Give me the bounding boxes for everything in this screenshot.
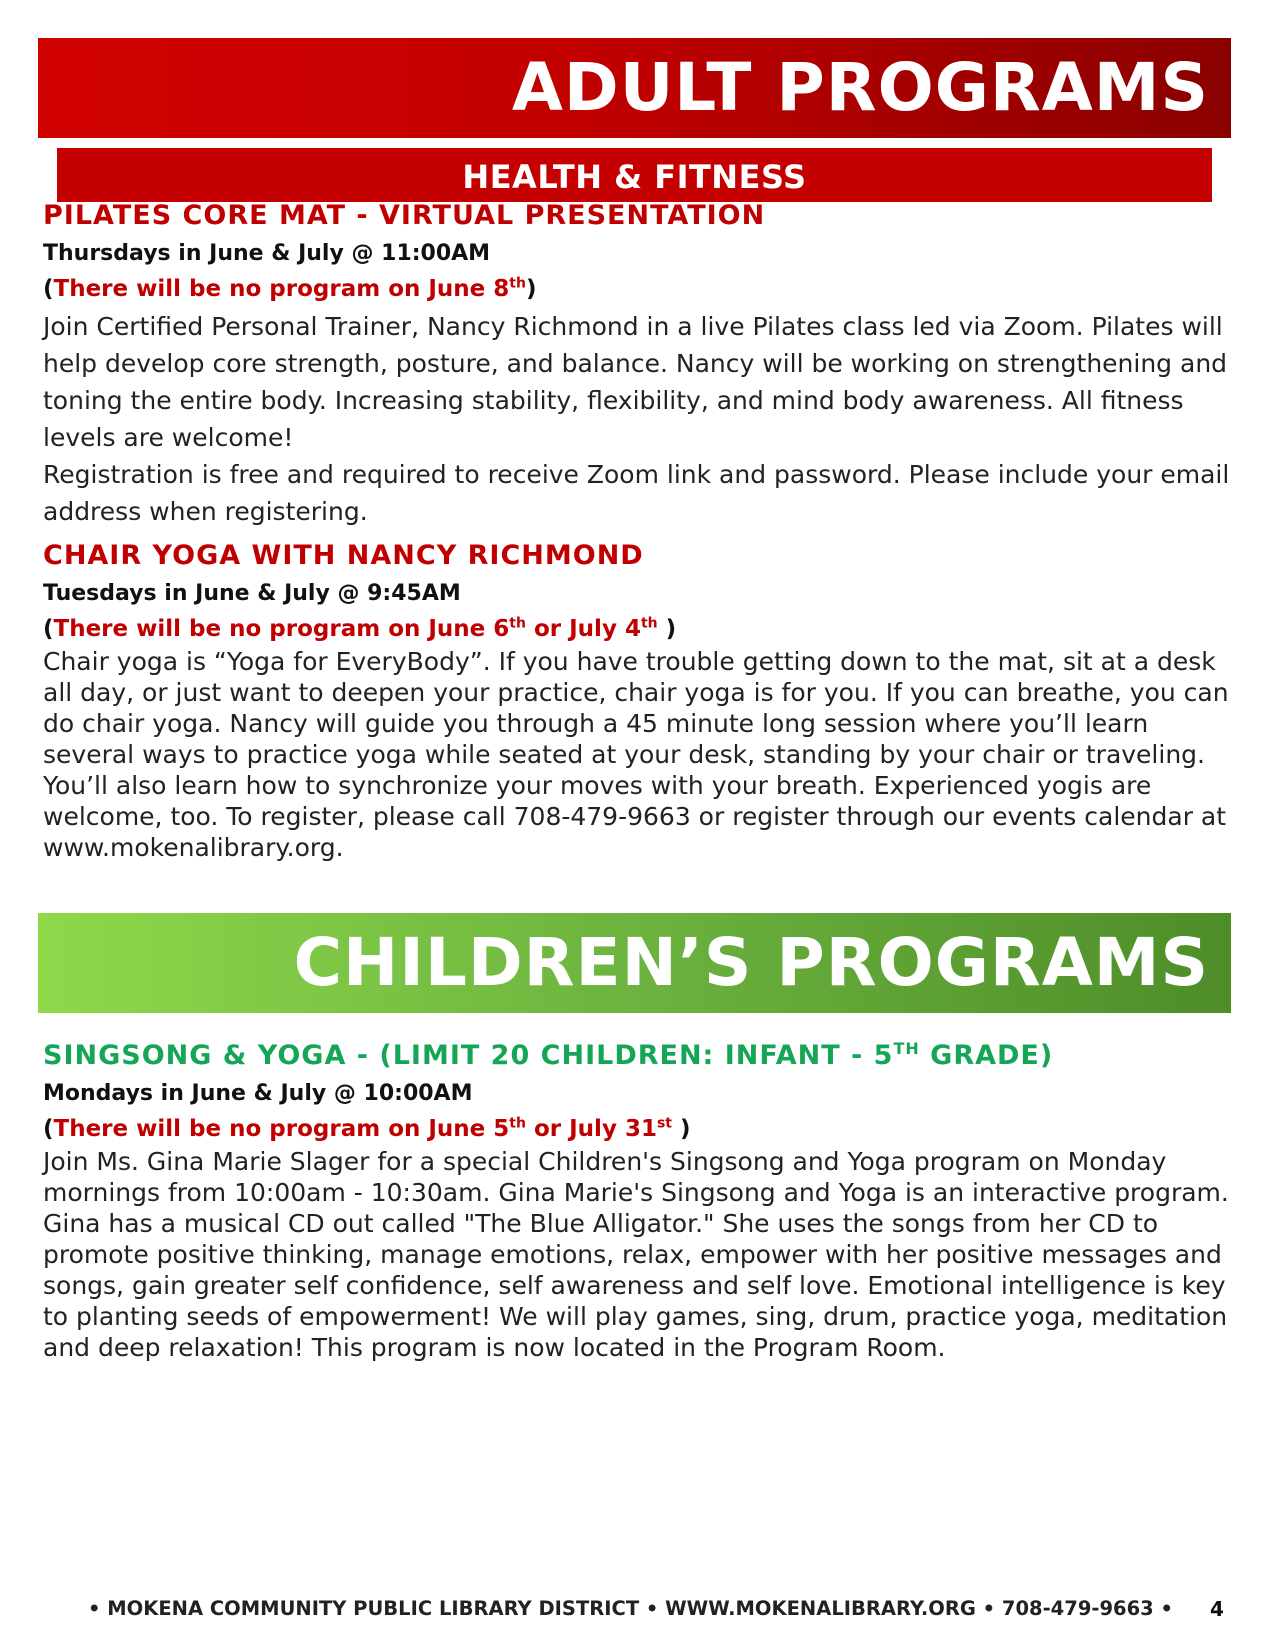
childrens-programs-title: CHILDREN’S PROGRAMS <box>293 924 1209 1001</box>
childrens-programs-banner <box>38 913 1231 1013</box>
singsong-description: Join Ms. Gina Marie Slager for a special Children's Singsong and Yoga program on Monday mornings from 10:00am - 10:30am. Gina Marie's Singsong and Yoga is an interactive program. Gina has a musical CD out called "The Blue Alligator." She uses the songs from her CD to promote positive thinking, manage emotions, relax, empower with her positive messages and songs, gain greater self confidence, self awareness and self love. Emotional intelligence is key to planting seeds of empowerment! We will play games, sing, drum, practice yoga, meditation and deep relaxation! This program is now located in the Program Room. <box>43 1147 1229 1362</box>
pilates-note-text: There will be no program on June 8 <box>53 276 510 302</box>
footer-text: • MOKENA COMMUNITY PUBLIC LIBRARY DISTRICT • WWW.MOKENALIBRARY.ORG • 708-479-9663 • <box>88 1597 1174 1620</box>
pilates-section <box>43 200 1233 530</box>
pilates-schedule: Thursdays in June & July @ 11:00AM <box>43 241 491 266</box>
singsong-note: (There will be no program on June 5th or July 31st ) <box>43 1115 691 1142</box>
singsong-schedule: Mondays in June & July @ 10:00AM <box>43 1081 473 1106</box>
chair-yoga-schedule: Tuesdays in June & July @ 9:45AM <box>43 581 461 606</box>
pilates-note-sup: th <box>509 275 526 292</box>
adult-programs-title: ADULT PROGRAMS <box>511 49 1209 126</box>
pilates-description: Join Certified Personal Trainer, Nancy Richmond in a live Pilates class led via Zoom. Pilates will help develop core strength, posture, and balance. Nancy will be working on strengthening and toning the entire body. Increasing stability, flexibility, and mind body awareness. All fitness levels are welcome! <box>43 312 1228 452</box>
adult-programs-banner <box>38 38 1231 138</box>
chair-yoga-title: CHAIR YOGA WITH NANCY RICHMOND <box>43 540 644 571</box>
chair-yoga-description: Chair yoga is “Yoga for EveryBody”. If you have trouble getting down to the mat, sit at a desk all day, or just want to deepen your practice, chair yoga is for you. If you can breathe, you can do chair yoga. Nancy will guide you through a 45 minute long session where you’ll learn several ways to practice yoga while seated at your desk, standing by your chair or traveling. You’ll also learn how to synchronize your moves with your breath. Experienced yogis are welcome, too. To register, please call 708-479-9663 or register through our events calendar at www.mokenalibrary.org. <box>43 647 1229 862</box>
chair-yoga-note: (There will be no program on June 6th or July 4th ) <box>43 615 677 642</box>
health-fitness-banner <box>57 148 1212 202</box>
page-number: 4 <box>1210 1597 1224 1621</box>
chair-yoga-section <box>43 540 1233 863</box>
health-fitness-title: HEALTH & FITNESS <box>462 158 807 196</box>
pilates-note: (There will be no program on June 8th) <box>43 275 537 302</box>
pilates-registration: Registration is free and required to receive Zoom link and password. Please include your email address when registering. <box>43 460 1230 526</box>
singsong-title: SINGSONG & YOGA - (LIMIT 20 CHILDREN: INFANT - 5TH GRADE) <box>43 1039 1054 1071</box>
singsong-section <box>43 1040 1233 1363</box>
pilates-title: PILATES CORE MAT - VIRTUAL PRESENTATION <box>43 200 766 231</box>
